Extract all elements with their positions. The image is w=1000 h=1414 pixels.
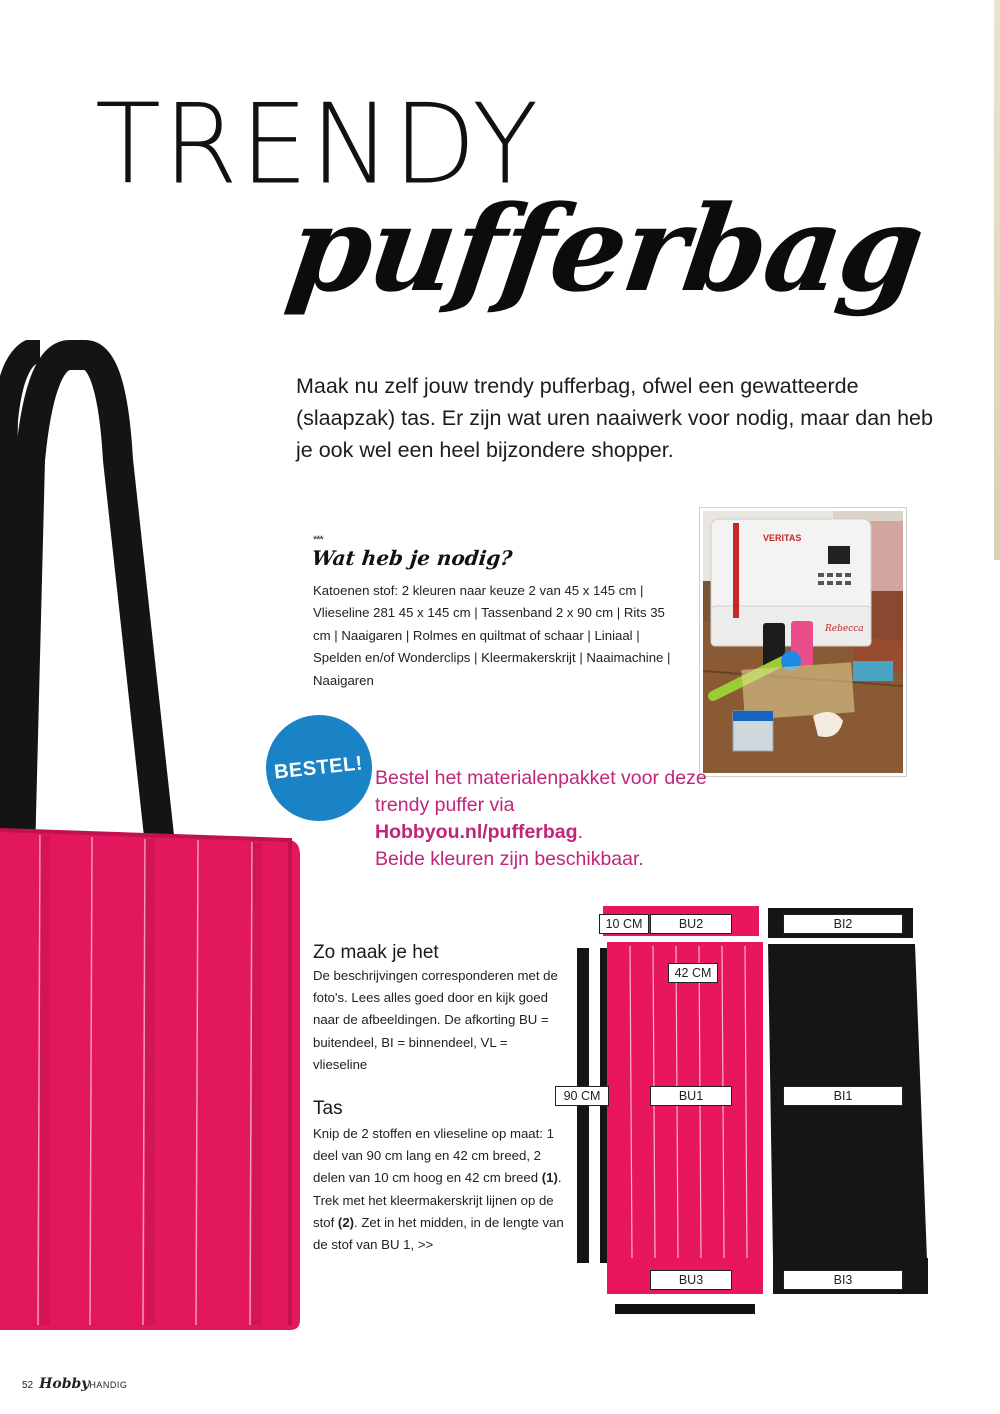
label-bi3: BI3 [783,1270,903,1290]
label-bi1: BI1 [783,1086,903,1106]
label-bu1: BU1 [650,1086,732,1106]
stars-decoration: *** [313,534,323,546]
how-to-heading: Zo maak je het [313,942,439,963]
order-line-1: Bestel het materialenpakket voor deze trendy puffer via [375,767,707,816]
intro-paragraph: Maak nu zelf jouw trendy pufferbag, ofwel een gewatteerde (slaapzak) tas. Er zijn wat uren naaiwerk voor nodig, maar dan heb je ook wel een heel bijzondere shopper. [296,374,933,462]
bag-photo [0,340,310,1330]
label-bi2: BI2 [783,914,903,934]
magazine-logo: Hobby [39,1376,90,1392]
magazine-logo-sub: HANDIG [89,1380,128,1390]
page-number: 52 [22,1380,34,1391]
label-42cm: 42 CM [668,963,718,983]
tas-ref-1: (1) [541,1170,558,1186]
page-footer [22,1376,127,1392]
sewing-machine-photo [700,508,906,776]
tas-text-b: . Trek met het kleermakerskrijt lijnen op de stof [313,1170,562,1230]
order-link-period: . [577,821,583,843]
order-line-3: Beide kleuren zijn beschikbaar. [375,848,644,870]
how-to-text: De beschrijvingen corresponderen met de foto's. Lees alles goed door en kijk goed naar de afbeeldingen. De afkorting BU = buitendeel, BI = binnendeel, VL = vlieseline [313,968,558,1072]
order-badge [266,715,372,821]
tas-text-a: Knip de 2 stoffen en vlieseline op maat: 1 deel van 90 cm lang en 42 cm breed, 2 delen van 10 cm hoog en 42 cm breed [313,1126,554,1186]
tas-ref-2: (2) [337,1214,355,1230]
tas-text-c: . Zet in het midden, in de lengte van de stof van BU 1, >> [313,1214,564,1253]
title-line-1: TRENDY [95,81,541,210]
label-bu3: BU3 [650,1270,732,1290]
label-10cm: 10 CM [599,914,649,934]
label-90cm: 90 CM [555,1086,609,1106]
tas-text [313,1123,571,1256]
page-edge [994,0,1000,560]
title-line-2: pufferbag [280,179,931,318]
order-text [375,765,755,873]
badge-label: BESTEL! [273,751,365,784]
order-link[interactable]: Hobbyou.nl/pufferbag [375,821,578,843]
machine-model: Rebecca [825,624,864,634]
machine-brand: VERITAS [763,533,802,543]
label-bu2: BU2 [650,914,732,934]
tas-heading: Tas [313,1098,343,1119]
cut-pieces-photo [555,900,935,1330]
materials-text: Katoenen stof: 2 kleuren naar keuze 2 van 45 x 145 cm | Vlieseline 281 45 x 145 cm | Tassenband 2 x 90 cm | Rits 35 cm | Naaigaren | Rolmes en quiltmat of schaar | Liniaal | Spelden en/of Wonderclips | Kleermakerskrijt | Naaimachine | Naaigaren [313,583,671,688]
materials-title: Wat heb je nodig? [310,546,514,570]
